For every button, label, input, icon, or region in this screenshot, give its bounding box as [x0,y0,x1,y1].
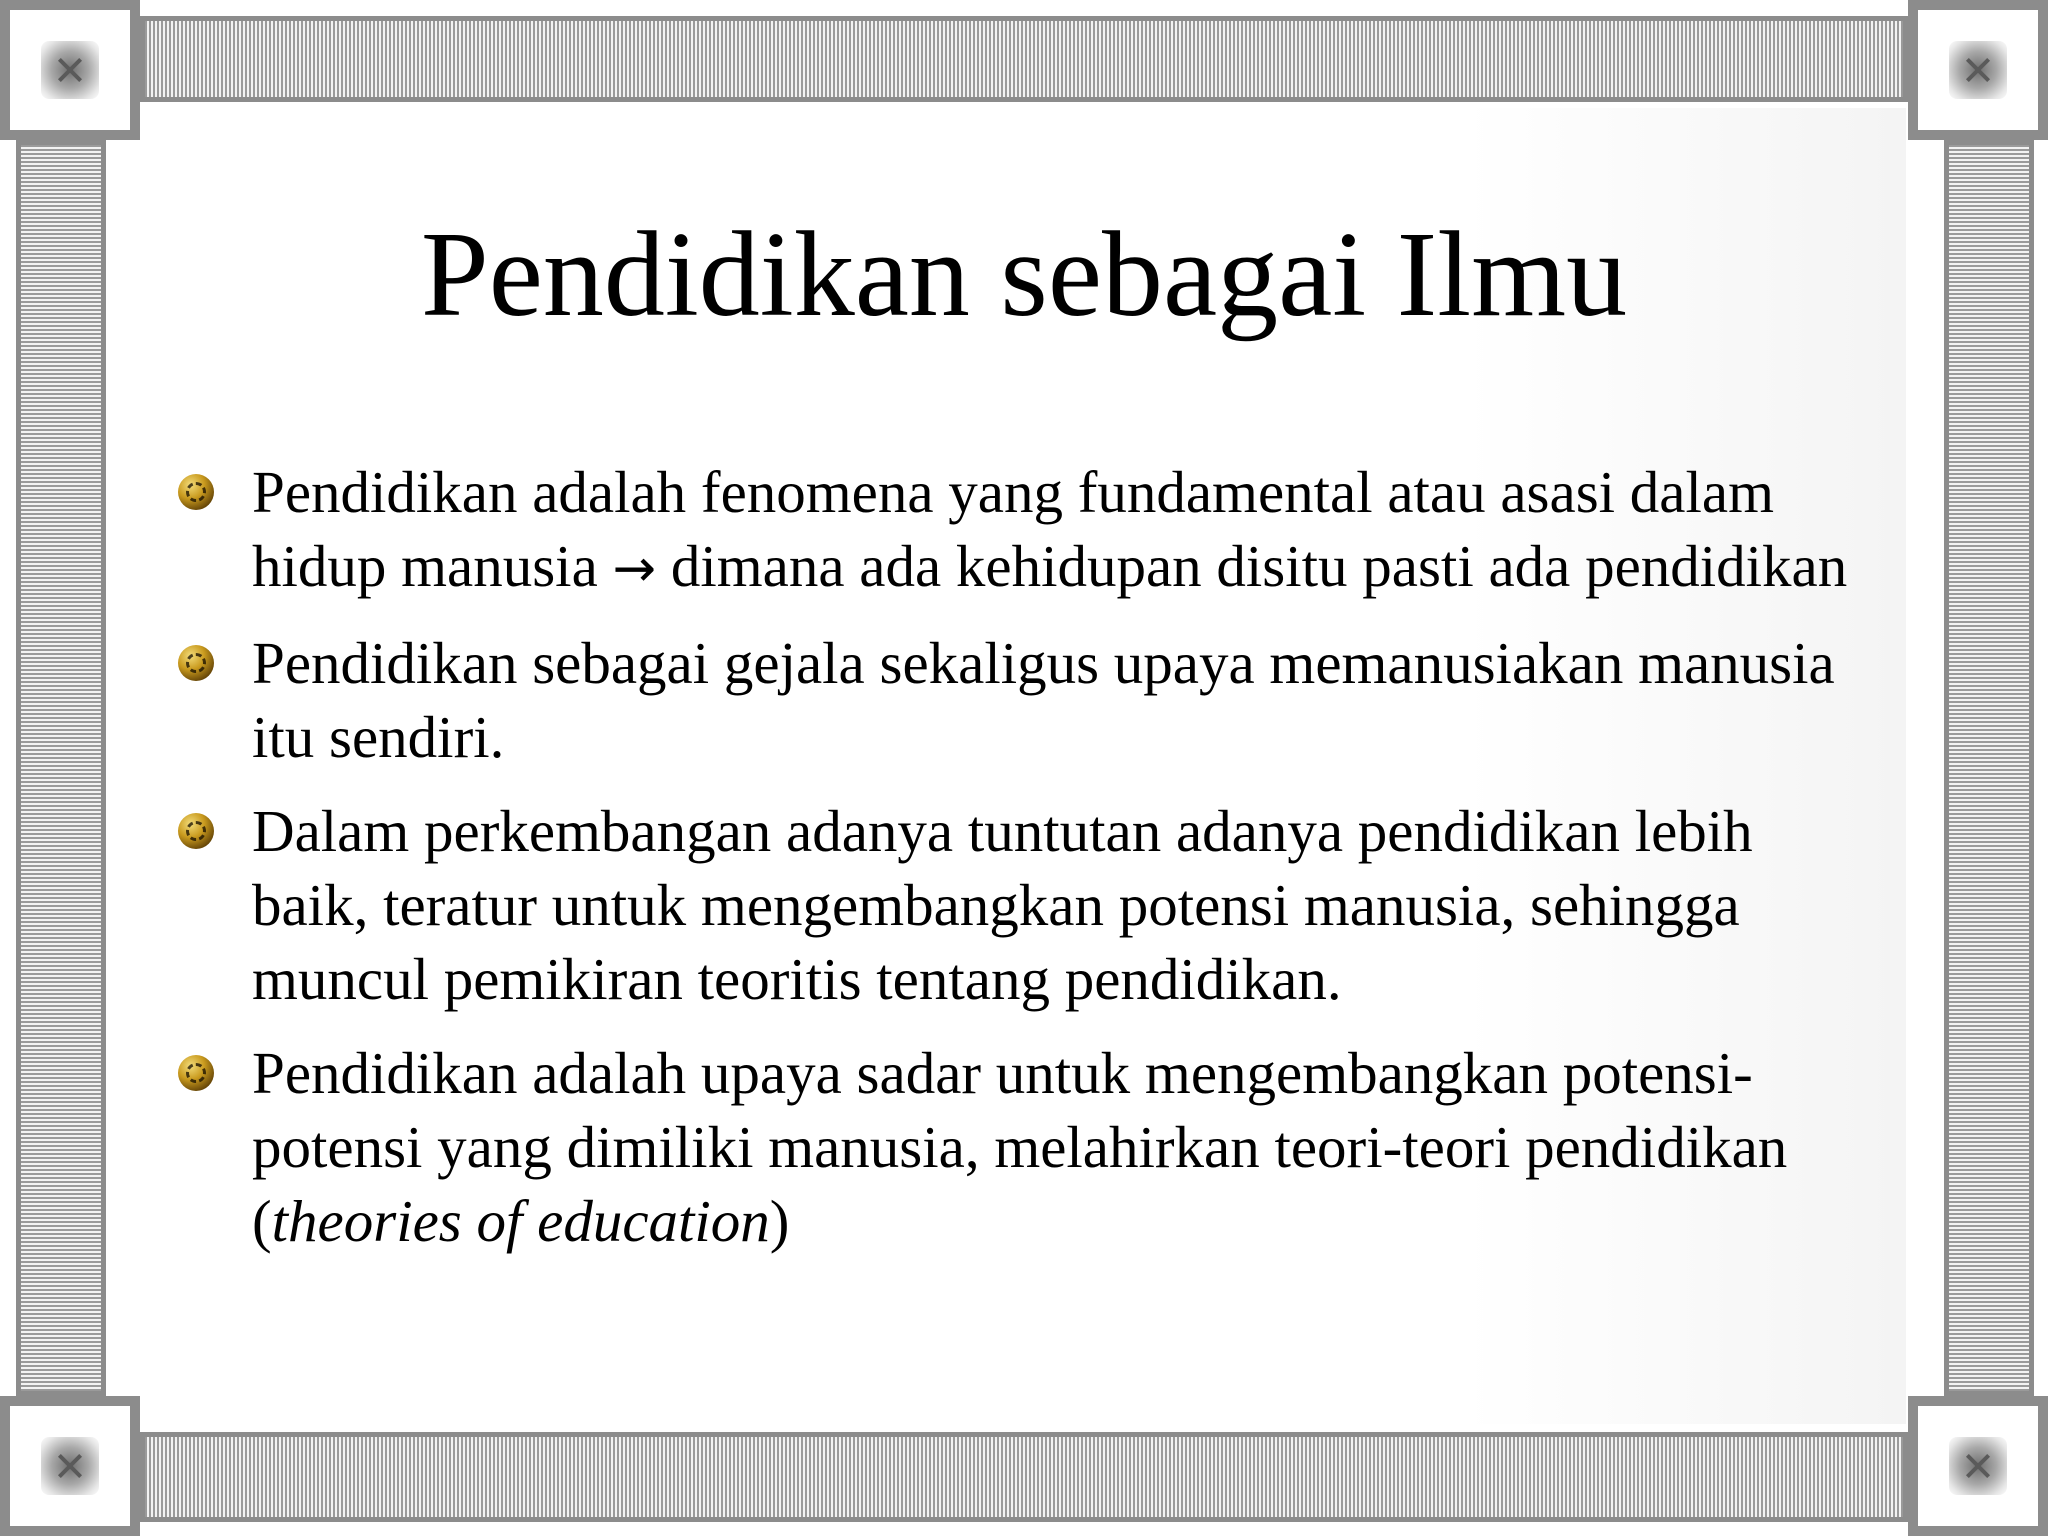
slide-title: Pendidikan sebagai Ilmu [420,207,1628,342]
corner-bottom-right [1908,1396,2048,1536]
corner-ornament-icon [1949,41,2007,99]
frame-left-bar [16,140,106,1396]
right-arrow-icon: → [612,539,657,599]
bullet-item [178,794,1878,1016]
bullet-text: Pendidikan adalah fenomena yang fundamental atau asasi dalam hidup manusia [252,459,1774,599]
frame-top-bar [140,16,1908,102]
corner-ornament-icon [41,41,99,99]
corner-ornament-icon [41,1437,99,1495]
bullet-item [178,455,1878,606]
bullet-italic-text: theories of education [271,1188,770,1254]
bullet-text: Pendidikan adalah upaya sadar untuk mengembangkan potensi-potensi yang dimiliki manusia, melahirkan teori-teori pendidikan ( [252,1040,1788,1254]
gold-orb-bullet-icon [178,645,214,681]
corner-top-right [1908,0,2048,140]
bullet-text: ) [769,1188,790,1254]
bullet-text: Dalam perkembangan adanya tuntutan adanya pendidikan lebih baik, teratur untuk mengembangkan potensi manusia, sehingga muncul pemikiran teoritis tentang pendidikan. [252,798,1753,1012]
bullet-text: Pendidikan sebagai gejala sekaligus upaya memanusiakan manusia itu sendiri. [252,630,1835,770]
corner-ornament-icon [1949,1437,2007,1495]
bullet-item [178,626,1878,774]
corner-top-left [0,0,140,140]
frame-bottom-bar [140,1432,1908,1522]
frame-right-bar [1944,140,2034,1396]
bullet-item [178,1036,1878,1258]
gold-orb-bullet-icon [178,813,214,849]
bullet-text: dimana ada kehidupan disitu pasti ada pendidikan [656,533,1848,599]
corner-bottom-left [0,1396,140,1536]
bullet-list [178,455,1878,1278]
gold-orb-bullet-icon [178,1055,214,1091]
gold-orb-bullet-icon [178,474,214,510]
